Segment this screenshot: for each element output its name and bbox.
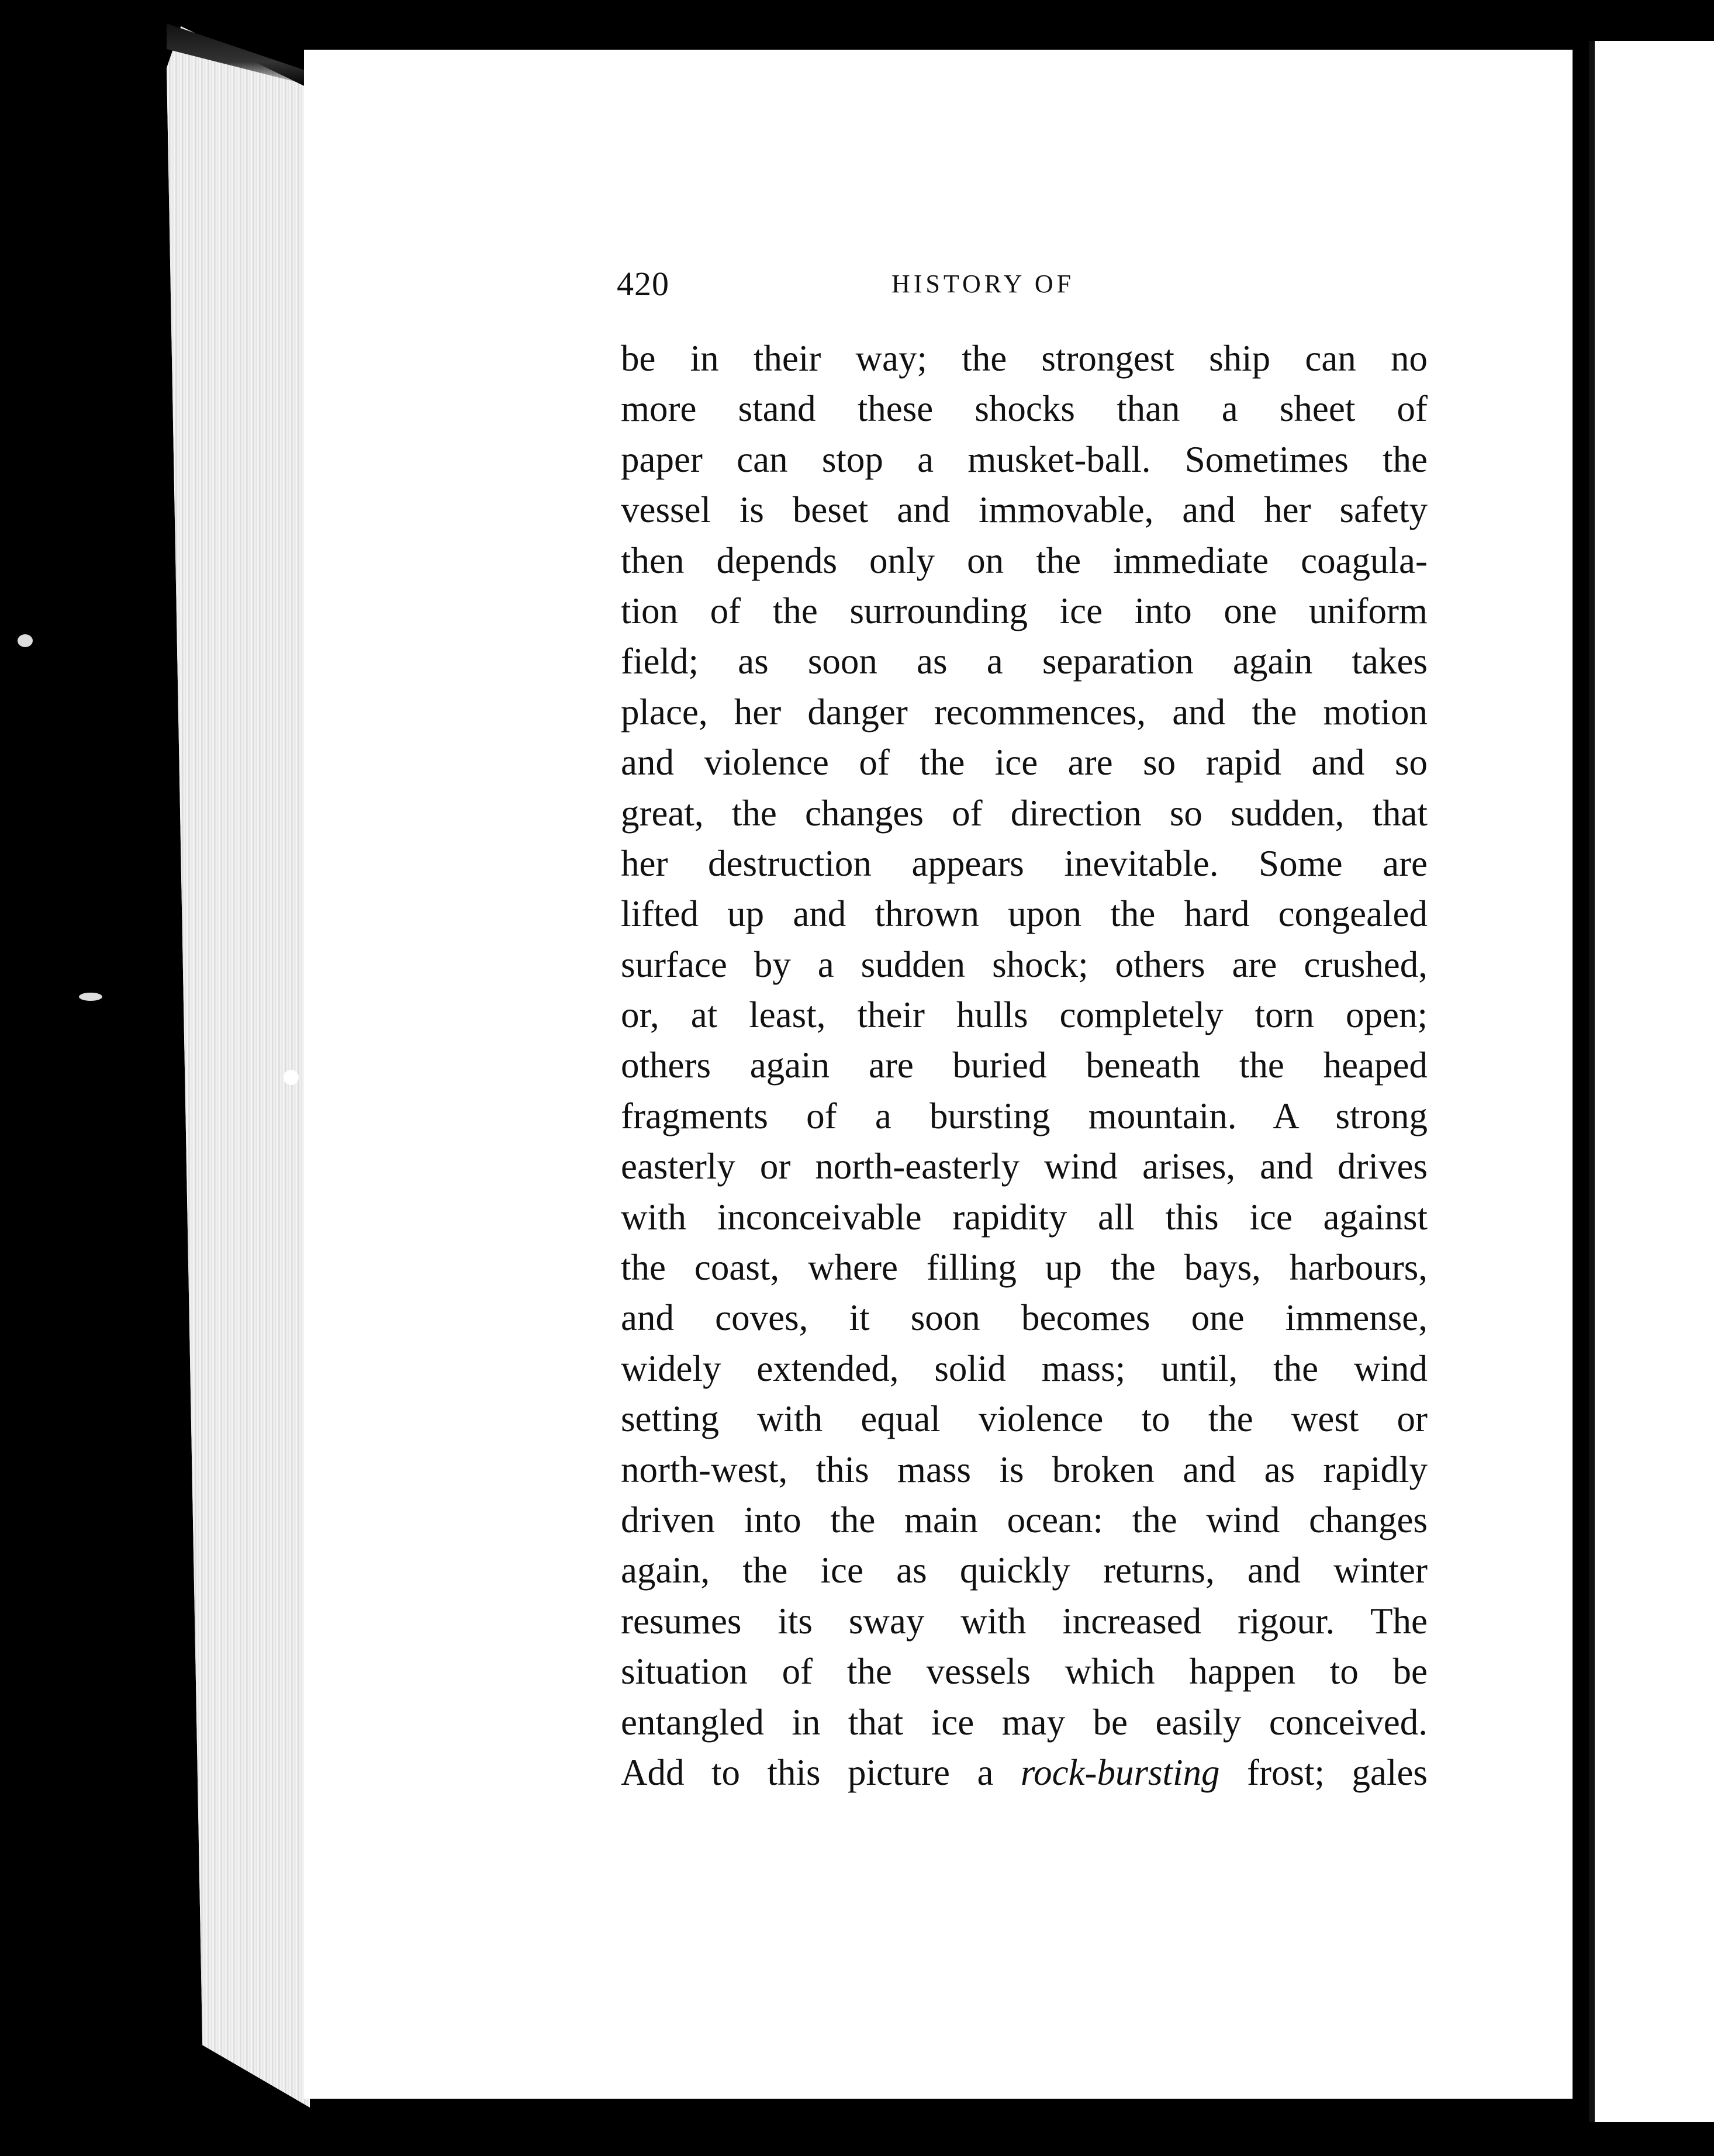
text-line: more stand these shocks than a sheet of xyxy=(621,388,1428,430)
gutter-shadow xyxy=(1573,50,1585,2099)
text-line: surface by a sudden shock; others are crushed, xyxy=(621,944,1428,985)
scan-speck xyxy=(284,1070,299,1085)
text-line: or, at least, their hulls completely torn open; xyxy=(621,994,1428,1036)
text-run: frost; gales xyxy=(1219,1751,1428,1793)
text-line: easterly or north-easterly wind arises, and drives xyxy=(621,1146,1428,1187)
text-line: then depends only on the immediate coagula- xyxy=(621,540,1428,581)
text-run: Add to this picture a xyxy=(621,1751,1021,1793)
text-line: entangled in that ice may be easily conceived. xyxy=(621,1701,1428,1743)
book-fore-edge xyxy=(167,26,310,2107)
text-line: lifted up and thrown upon the hard congealed xyxy=(621,893,1428,935)
text-line: and coves, it soon becomes one immense, xyxy=(621,1297,1428,1339)
scan-speck xyxy=(18,634,33,647)
facing-page-sliver xyxy=(1589,41,1714,2122)
body-text xyxy=(621,333,1428,1798)
text-line: with inconceivable rapidity all this ice against xyxy=(621,1196,1428,1238)
page-number: 420 xyxy=(617,265,669,303)
page-header xyxy=(617,264,1423,305)
text-line: vessel is beset and immovable, and her safety xyxy=(621,489,1428,531)
text-line: place, her danger recommences, and the motion xyxy=(621,691,1428,733)
text-line: tion of the surrounding ice into one uniform xyxy=(621,590,1428,631)
text-line: north-west, this mass is broken and as rapidly xyxy=(621,1449,1428,1490)
italic-phrase: rock-bursting xyxy=(1020,1751,1220,1793)
text-line: her destruction appears inevitable. Some are xyxy=(621,842,1428,884)
text-line: resumes its sway with increased rigour. The xyxy=(621,1600,1428,1642)
text-line-last xyxy=(621,1747,1428,1798)
text-line: be in their way; the strongest ship can no xyxy=(621,338,1428,379)
text-line: and violence of the ice are so rapid and so xyxy=(621,742,1428,783)
text-line: again, the ice as quickly returns, and winter xyxy=(621,1550,1428,1591)
text-line: paper can stop a musket-ball. Sometimes the xyxy=(621,438,1428,480)
text-line: fragments of a bursting mountain. A strong xyxy=(621,1095,1428,1136)
text-line: situation of the vessels which happen to be xyxy=(621,1651,1428,1692)
text-line: the coast, where filling up the bays, harbours, xyxy=(621,1247,1428,1288)
text-line: widely extended, solid mass; until, the wind xyxy=(621,1348,1428,1389)
text-line: others again are buried beneath the heaped xyxy=(621,1045,1428,1086)
text-line: setting with equal violence to the west or xyxy=(621,1398,1428,1440)
text-line: field; as soon as a separation again takes xyxy=(621,641,1428,682)
text-line: great, the changes of direction so sudden, that xyxy=(621,792,1428,834)
running-head: HISTORY OF xyxy=(891,270,1075,298)
text-line: driven into the main ocean: the wind changes xyxy=(621,1499,1428,1540)
scan-speck xyxy=(79,993,102,1001)
